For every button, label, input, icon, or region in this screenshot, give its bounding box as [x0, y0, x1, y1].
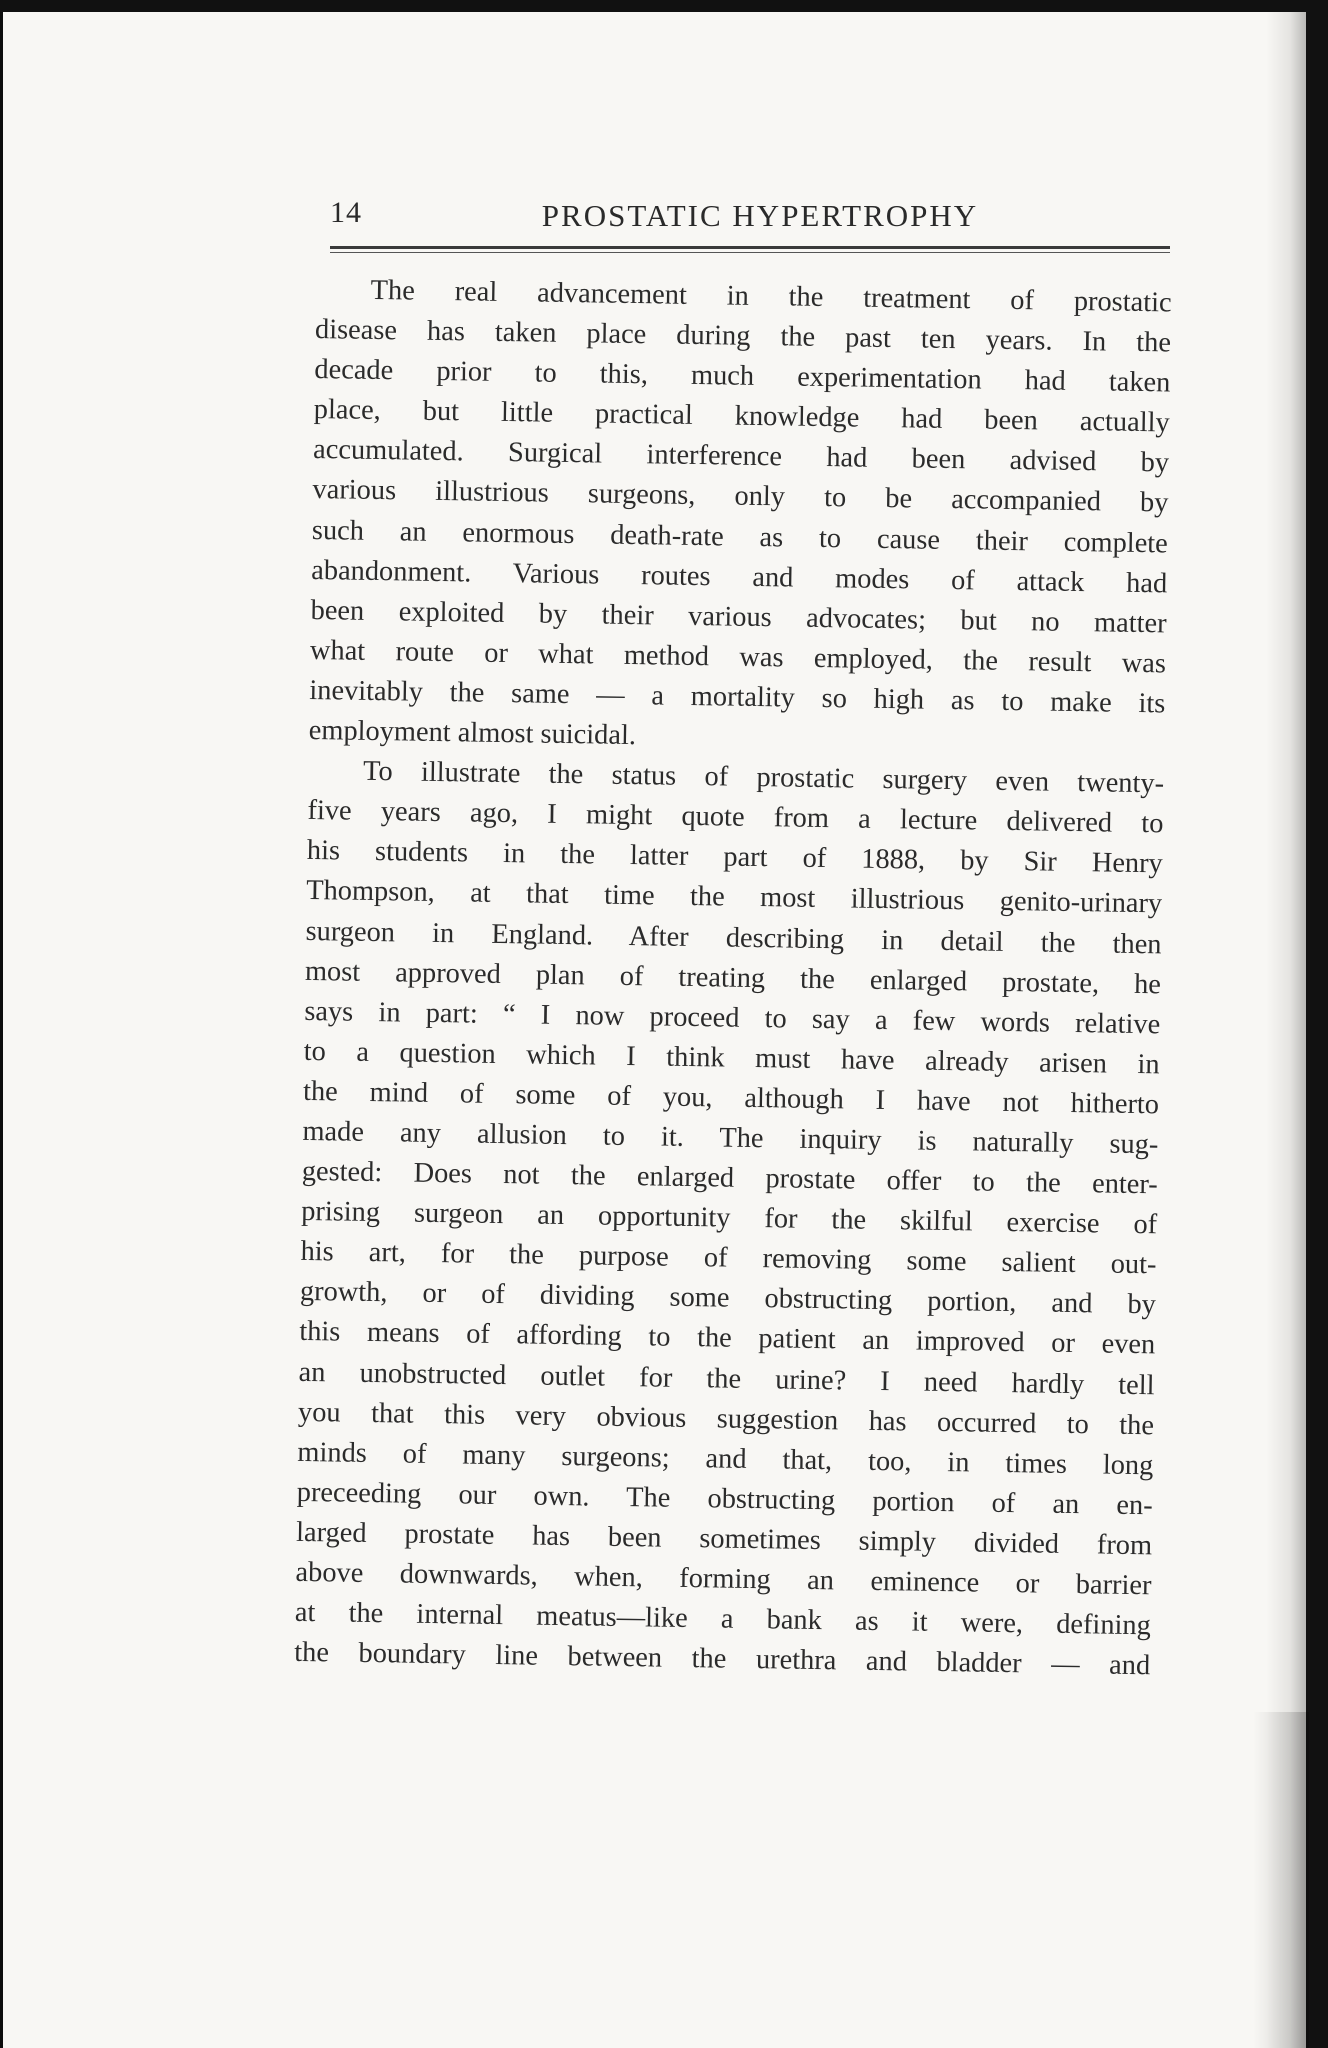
text-line: such an enormous death-rate as to cause their complete [311, 514, 1169, 559]
page-edge-shadow [1253, 1712, 1309, 2048]
text-line: this means of affording to the patient an improved or even [299, 1316, 1156, 1361]
text-line: at the internal meatus—like a bank as it were, defining [294, 1596, 1152, 1642]
text-line: most approved plan of treating the enlarged prostate, he [304, 955, 1162, 1000]
text-line: to a question which I think must have already arisen in [303, 1035, 1160, 1081]
text-line: minds of many surgeons; and that, too, in times long [297, 1436, 1154, 1482]
body-text [294, 270, 1172, 1687]
page-number: 14 [330, 196, 362, 229]
text-line: various illustrious surgeons, only to be accompanied by [312, 474, 1169, 519]
text-line: preceeding our own. The obstructing portion of an en- [296, 1476, 1153, 1522]
text-line: To illustrate the status of prostatic surgery even twenty- [362, 755, 1165, 800]
text-line: employment almost suicidal. [308, 714, 637, 752]
running-title: PROSTATIC HYPERTROPHY [541, 198, 979, 233]
text-line: inevitably the same — a mortality so high as to make its [309, 674, 1166, 720]
text-line: place, but little practical knowledge had been actually [313, 394, 1170, 439]
text-line: the boundary line between the urethra and bladder — and [294, 1637, 1151, 1682]
text-line: growth, or of dividing some obstructing portion, and by [299, 1276, 1157, 1321]
text-line: his art, for the purpose of removing some salient out- [300, 1236, 1157, 1281]
running-header [330, 190, 1170, 240]
text-line: his students in the latter part of 1888, by Sir Henry [306, 835, 1164, 880]
text-line: you that this very obvious suggestion has occurred to the [297, 1396, 1155, 1441]
text-line: what route or what method was employed, the result was [309, 634, 1167, 680]
text-line: the mind of some of you, although I have not hitherto [302, 1075, 1160, 1121]
text-line: abandonment. Various routes and modes of attack had [311, 554, 1168, 600]
text-line: been exploited by their various advocates; but no matter [310, 594, 1167, 640]
text-line: Thompson, at that time the most illustrious genito-urinary [306, 875, 1163, 920]
text-line: above downwards, when, forming an eminence or barrier [295, 1556, 1152, 1602]
text-line: larged prostate has been sometimes simply divided from [295, 1516, 1153, 1562]
text-line: surgeon in England. After describing in detail the then [305, 915, 1162, 960]
text-line: made any allusion to it. The inquiry is naturally sug- [302, 1115, 1159, 1161]
text-line: accumulated. Surgical interference had been advised by [312, 434, 1170, 479]
text-line: says in part: “ I now proceed to say a few words relative [304, 995, 1161, 1041]
text-line: disease has taken place during the past ten years. In the [314, 314, 1172, 359]
header-rule-thin [330, 252, 1170, 253]
text-line: prising surgeon an opportunity for the skilful exercise of [300, 1196, 1158, 1241]
text-line: gested: Does not the enlarged prostate offer to the enter- [301, 1155, 1158, 1201]
text-line: five years ago, I might quote from a lecture delivered to [307, 795, 1164, 840]
text-line: decade prior to this, much experimentation had taken [314, 354, 1171, 399]
text-line: an unobstructed outlet for the urine? I need hardly tell [298, 1356, 1155, 1401]
header-rule [330, 246, 1170, 249]
text-line: The real advancement in the treatment of prostatic [370, 274, 1172, 319]
